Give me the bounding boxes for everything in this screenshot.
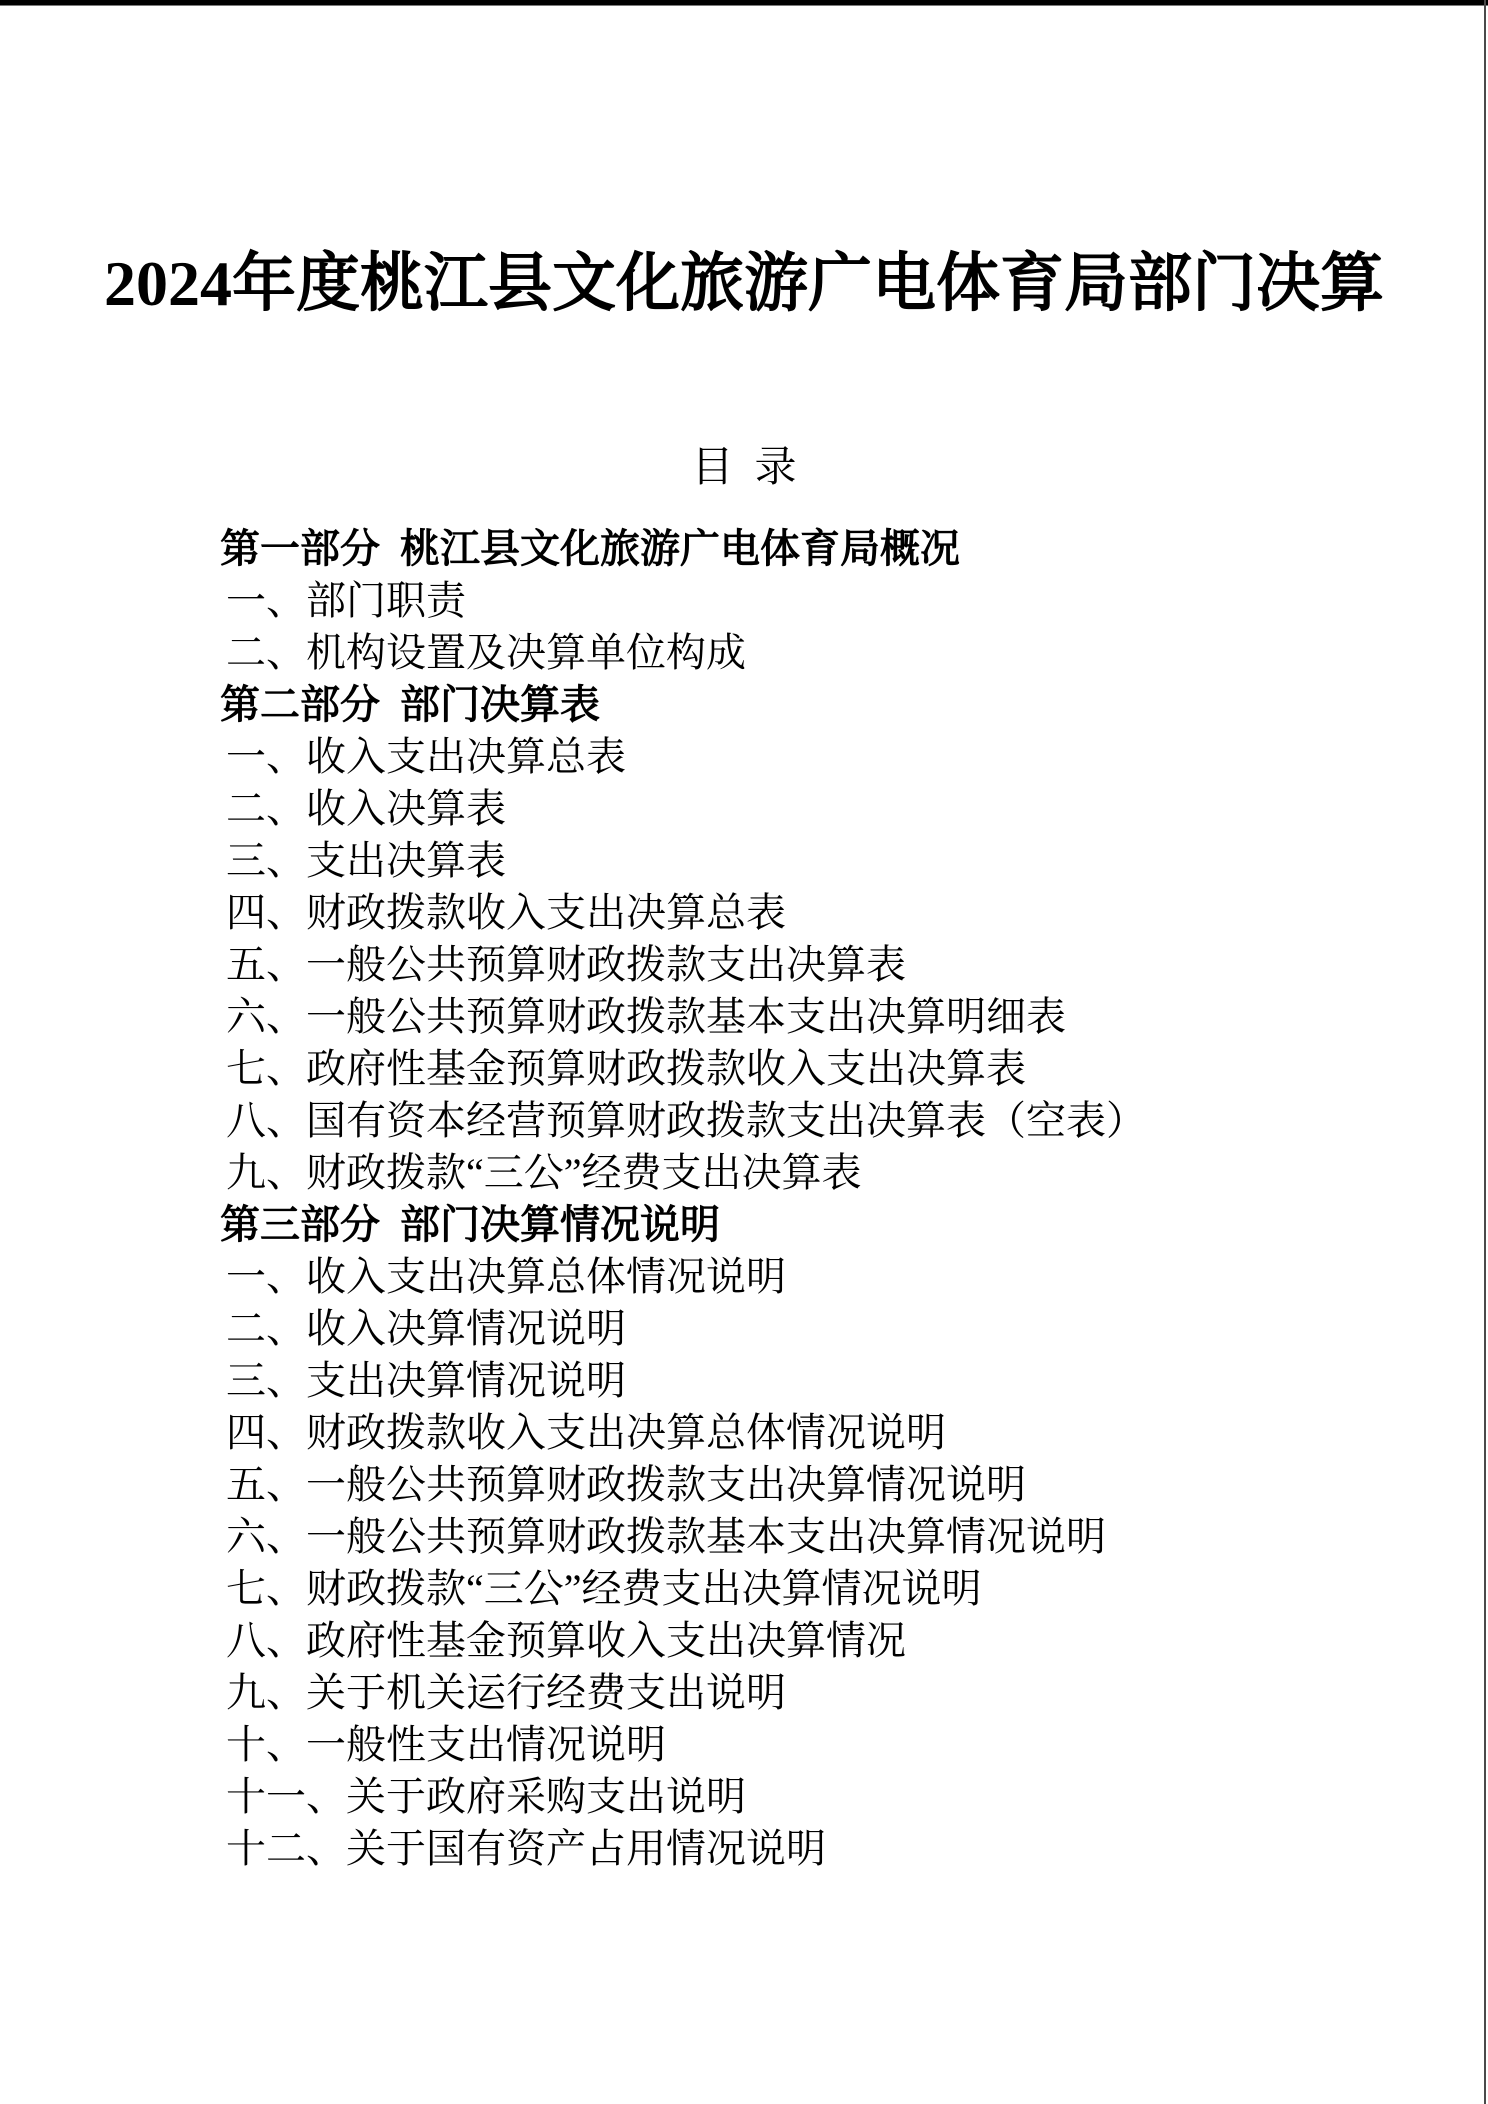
toc-item: 五、一般公共预算财政拨款支出决算情况说明	[226, 1462, 1026, 1507]
document-title: 2024年度桃江县文化旅游广电体育局部门决算	[104, 248, 1384, 319]
toc-item: 八、政府性基金预算收入支出决算情况	[226, 1618, 906, 1663]
toc-item: 一、收入支出决算总表	[226, 734, 626, 779]
toc-item: 九、关于机关运行经费支出说明	[226, 1670, 786, 1715]
toc-item: 十二、关于国有资产占用情况说明	[226, 1826, 826, 1871]
toc-item: 五、一般公共预算财政拨款支出决算表	[226, 942, 906, 987]
toc-item: 七、政府性基金预算财政拨款收入支出决算表	[226, 1046, 1026, 1091]
toc-item: 二、收入决算表	[226, 786, 506, 831]
toc-list	[0, 523, 1488, 1875]
toc-item: 四、财政拨款收入支出决算总表	[226, 890, 786, 935]
toc-section-heading: 第三部分 部门决算情况说明	[220, 1202, 720, 1247]
toc-item: 四、财政拨款收入支出决算总体情况说明	[226, 1410, 946, 1455]
toc-item: 二、机构设置及决算单位构成	[226, 630, 746, 675]
toc-heading: 目 录	[691, 445, 797, 491]
toc-item: 七、财政拨款“三公”经费支出决算情况说明	[226, 1566, 982, 1611]
top-border-bar	[0, 0, 1488, 6]
toc-item: 九、财政拨款“三公”经费支出决算表	[226, 1150, 862, 1195]
toc-item: 二、收入决算情况说明	[226, 1306, 626, 1351]
toc-item: 十、一般性支出情况说明	[226, 1722, 666, 1767]
toc-item: 六、一般公共预算财政拨款基本支出决算情况说明	[226, 1514, 1106, 1559]
toc-item: 三、支出决算情况说明	[226, 1358, 626, 1403]
toc-item: 一、部门职责	[226, 578, 466, 623]
toc-item: 一、收入支出决算总体情况说明	[226, 1254, 786, 1299]
toc-item: 三、支出决算表	[226, 838, 506, 883]
toc-section-heading: 第一部分 桃江县文化旅游广电体育局概况	[220, 526, 960, 571]
toc-item: 六、一般公共预算财政拨款基本支出决算明细表	[226, 994, 1066, 1039]
toc-section-heading: 第二部分 部门决算表	[220, 682, 600, 727]
toc-item: 十一、关于政府采购支出说明	[226, 1774, 746, 1819]
toc-item: 八、国有资本经营预算财政拨款支出决算表（空表）	[226, 1098, 1146, 1143]
